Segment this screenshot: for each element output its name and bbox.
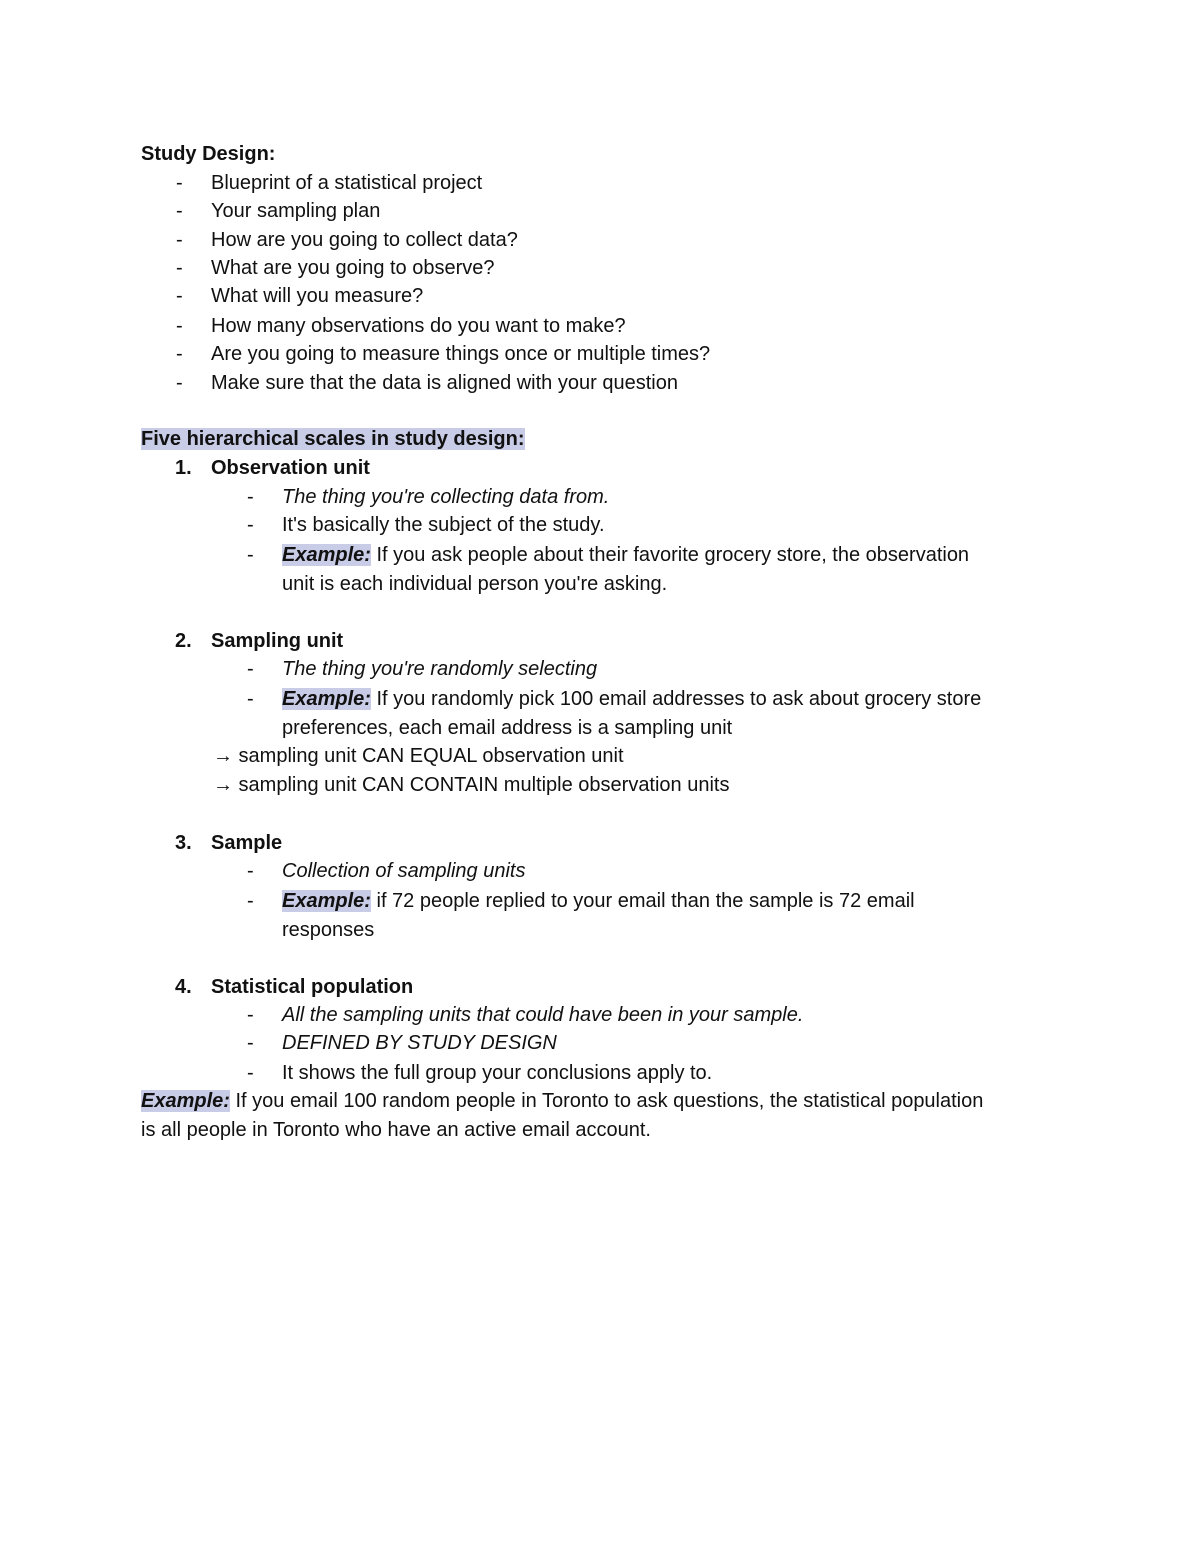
bullet-dash: - bbox=[176, 172, 183, 194]
bullet-dash: - bbox=[247, 1062, 254, 1084]
example-line: if 72 people replied to your email than the sample is 72 email bbox=[376, 890, 915, 912]
bullet-text: It shows the full group your conclusions apply to. bbox=[282, 1062, 713, 1084]
bullet-dash: - bbox=[176, 257, 183, 279]
definition-text: All the sampling units that could have been in your sample. bbox=[282, 1004, 804, 1026]
item-number: 4. bbox=[175, 976, 192, 998]
definition-text: The thing you're collecting data from. bbox=[282, 486, 610, 508]
bullet-dash: - bbox=[176, 315, 183, 337]
example-text bbox=[282, 687, 981, 711]
bullet-dash: - bbox=[176, 200, 183, 222]
item-number: 2. bbox=[175, 630, 192, 652]
example-line: preferences, each email address is a sampling unit bbox=[282, 717, 733, 739]
bullet-text: Blueprint of a statistical project bbox=[211, 172, 483, 194]
bullet-text: How many observations do you want to make? bbox=[211, 315, 626, 337]
study-design-heading: Study Design: bbox=[141, 143, 276, 165]
example-line: If you ask people about their favorite grocery store, the observation bbox=[376, 544, 970, 566]
final-example bbox=[141, 1089, 983, 1113]
bullet-dash: - bbox=[176, 372, 183, 394]
arrow-note: → sampling unit CAN EQUAL observation unit bbox=[213, 745, 624, 767]
example-label: Example: bbox=[141, 1090, 230, 1112]
bullet-dash: - bbox=[247, 1004, 254, 1026]
bullet-text: Are you going to measure things once or multiple times? bbox=[211, 343, 711, 365]
item-title: Observation unit bbox=[211, 457, 370, 479]
bullet-text: DEFINED BY STUDY DESIGN bbox=[282, 1032, 557, 1054]
item-number: 3. bbox=[175, 832, 192, 854]
bullet-dash: - bbox=[247, 544, 254, 566]
bullet-text: What are you going to observe? bbox=[211, 257, 495, 279]
bullet-dash: - bbox=[247, 890, 254, 912]
example-line: If you email 100 random people in Toronto to ask questions, the statistical population bbox=[235, 1090, 984, 1112]
example-text bbox=[282, 889, 915, 913]
definition-text: Collection of sampling units bbox=[282, 860, 526, 882]
bullet-text: Your sampling plan bbox=[211, 200, 381, 222]
bullet-text: What will you measure? bbox=[211, 285, 424, 307]
bullet-dash: - bbox=[247, 860, 254, 882]
example-label: Example: bbox=[282, 688, 371, 710]
bullet-text: It's basically the subject of the study. bbox=[282, 514, 605, 536]
item-title: Sample bbox=[211, 832, 283, 854]
bullet-dash: - bbox=[247, 688, 254, 710]
bullet-dash: - bbox=[247, 514, 254, 536]
bullet-dash: - bbox=[247, 1032, 254, 1054]
bullet-text: How are you going to collect data? bbox=[211, 229, 518, 251]
example-line: unit is each individual person you're asking. bbox=[282, 573, 668, 595]
item-number: 1. bbox=[175, 457, 192, 479]
example-line: If you randomly pick 100 email addresses to ask about grocery store bbox=[376, 688, 982, 710]
example-text bbox=[282, 543, 969, 567]
arrow-note: → sampling unit CAN CONTAIN multiple observation units bbox=[213, 774, 730, 796]
item-title: Sampling unit bbox=[211, 630, 344, 652]
bullet-dash: - bbox=[247, 486, 254, 508]
example-label: Example: bbox=[282, 544, 371, 566]
bullet-text: Make sure that the data is aligned with your question bbox=[211, 372, 678, 394]
bullet-dash: - bbox=[176, 229, 183, 251]
bullet-dash: - bbox=[247, 658, 254, 680]
definition-text: The thing you're randomly selecting bbox=[282, 658, 598, 680]
example-line: responses bbox=[282, 919, 375, 941]
bullet-dash: - bbox=[176, 343, 183, 365]
item-title: Statistical population bbox=[211, 976, 414, 998]
scales-heading-text: Five hierarchical scales in study design: bbox=[141, 428, 525, 450]
example-label: Example: bbox=[282, 890, 371, 912]
example-line: is all people in Toronto who have an active email account. bbox=[141, 1119, 651, 1141]
bullet-dash: - bbox=[176, 285, 183, 307]
scales-heading bbox=[141, 427, 525, 451]
